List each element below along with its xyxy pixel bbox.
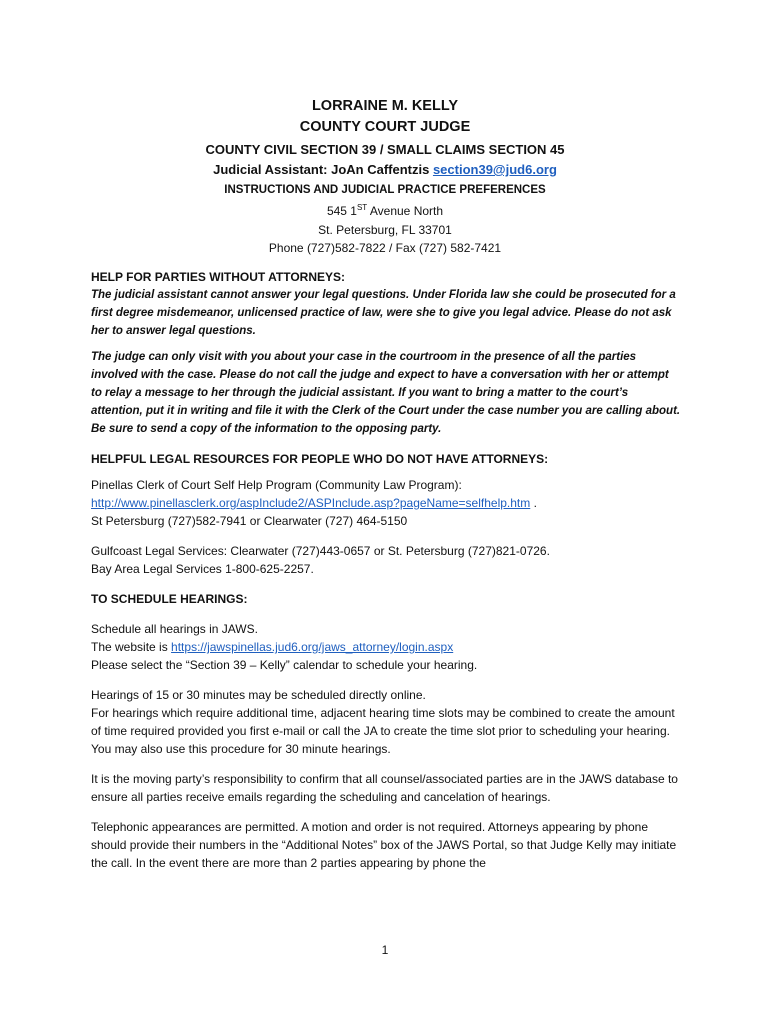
schedule-website-line [91, 638, 681, 656]
address-number: 545 1 [326, 204, 357, 218]
resources-line-4: Gulfcoast Legal Services: Clearwater (727)443-0657 or St. Petersburg (727)821-0726. [91, 544, 550, 558]
judge-title: COUNTY COURT JUDGE [299, 119, 471, 135]
court-sections: COUNTY CIVIL SECTION 39 / SMALL CLAIMS SECTION 45 [205, 142, 565, 157]
address-line [0, 199, 770, 221]
website-label: The website is [91, 640, 172, 654]
resources-line-3: St Petersburg (727)582-7941 or Clearwater (727) 464-5150 [91, 514, 408, 528]
resources-link-line [91, 494, 681, 512]
page-number: 1 [381, 943, 389, 957]
judge-name: LORRAINE M. KELLY [311, 98, 459, 114]
schedule-line-4: Hearings of 15 or 30 minutes may be scheduled directly online. [91, 688, 426, 702]
schedule-paragraph-7: Telephonic appearances are permitted. A motion and order is not required. Attorneys appearing by phone should provide their numbers in the “Additional Notes” box of the JAWS Portal, so that Judge Kelly may initiate the call. In the event there are more than 2 parties appearing by phone the [91, 820, 677, 870]
judicial-assistant-email-link[interactable]: section39@jud6.org [432, 162, 557, 177]
address-superscript: ST [356, 203, 368, 212]
help-paragraph-1: The judicial assistant cannot answer your legal questions. Under Florida law she could be prosecuted for a first degree misdemeanor, unlicensed practice of law, were she to give you legal advice. Please do not ask her to answer legal questions. [91, 289, 676, 337]
section-heading-resources: HELPFUL LEGAL RESOURCES FOR PEOPLE WHO DO NOT HAVE ATTORNEYS: [91, 452, 549, 466]
schedule-paragraph-6: It is the moving party’s responsibility to confirm that all counsel/associated parties are in the JAWS database to ensure all parties receive emails regarding the scheduling and cancelation of hearings. [91, 772, 678, 804]
judicial-assistant-label: Judicial Assistant: JoAn Caffentzis [213, 162, 433, 177]
resources-line-1: Pinellas Clerk of Court Self Help Program (Community Law Program): [91, 478, 462, 492]
jaws-login-link[interactable]: https://jawspinellas.jud6.org/jaws_attorney/login.aspx [171, 640, 454, 654]
help-paragraph-2: The judge can only visit with you about your case in the courtroom in the presence of all the parties involved with the case. Please do not call the judge and expect to have a conversation with her or attempt to relay a message to her through the judicial assistant. If you want to bring a matter to the court’s attention, put it in writing and file it with the Clerk of the Court under the case number you are calling about. Be sure to send a copy of the information to the opposing party. [91, 351, 681, 435]
resources-link-suffix: . [530, 496, 537, 510]
schedule-paragraph-5: For hearings which require additional time, adjacent hearing time slots may be combined to create the amount of time required provided you first e-mail or call the JA to create the time slot prior to scheduling your hearing. You may also use this procedure for 30 minute hearings. [91, 706, 675, 756]
section-heading-schedule: TO SCHEDULE HEARINGS: [91, 592, 248, 606]
resources-line-5: Bay Area Legal Services 1-800-625-2257. [91, 562, 314, 576]
document-body [91, 268, 681, 872]
city-line: St. Petersburg, FL 33701 [318, 222, 452, 237]
address-street: Avenue North [367, 204, 444, 218]
phone-line: Phone (727)582-7822 / Fax (727) 582-7421 [268, 241, 502, 255]
section-heading-help: HELP FOR PARTIES WITHOUT ATTORNEYS: [91, 270, 346, 284]
schedule-line-1: Schedule all hearings in JAWS. [91, 622, 258, 636]
judicial-assistant-line [0, 160, 770, 180]
schedule-line-3: Please select the “Section 39 – Kelly” calendar to schedule your hearing. [91, 658, 478, 672]
document-header [0, 96, 770, 258]
self-help-link[interactable]: http://www.pinellasclerk.org/aspInclude2/ASPInclude.asp?pageName=selfhelp.htm [91, 496, 531, 510]
instructions-heading: INSTRUCTIONS AND JUDICIAL PRACTICE PREFERENCES [224, 184, 546, 196]
